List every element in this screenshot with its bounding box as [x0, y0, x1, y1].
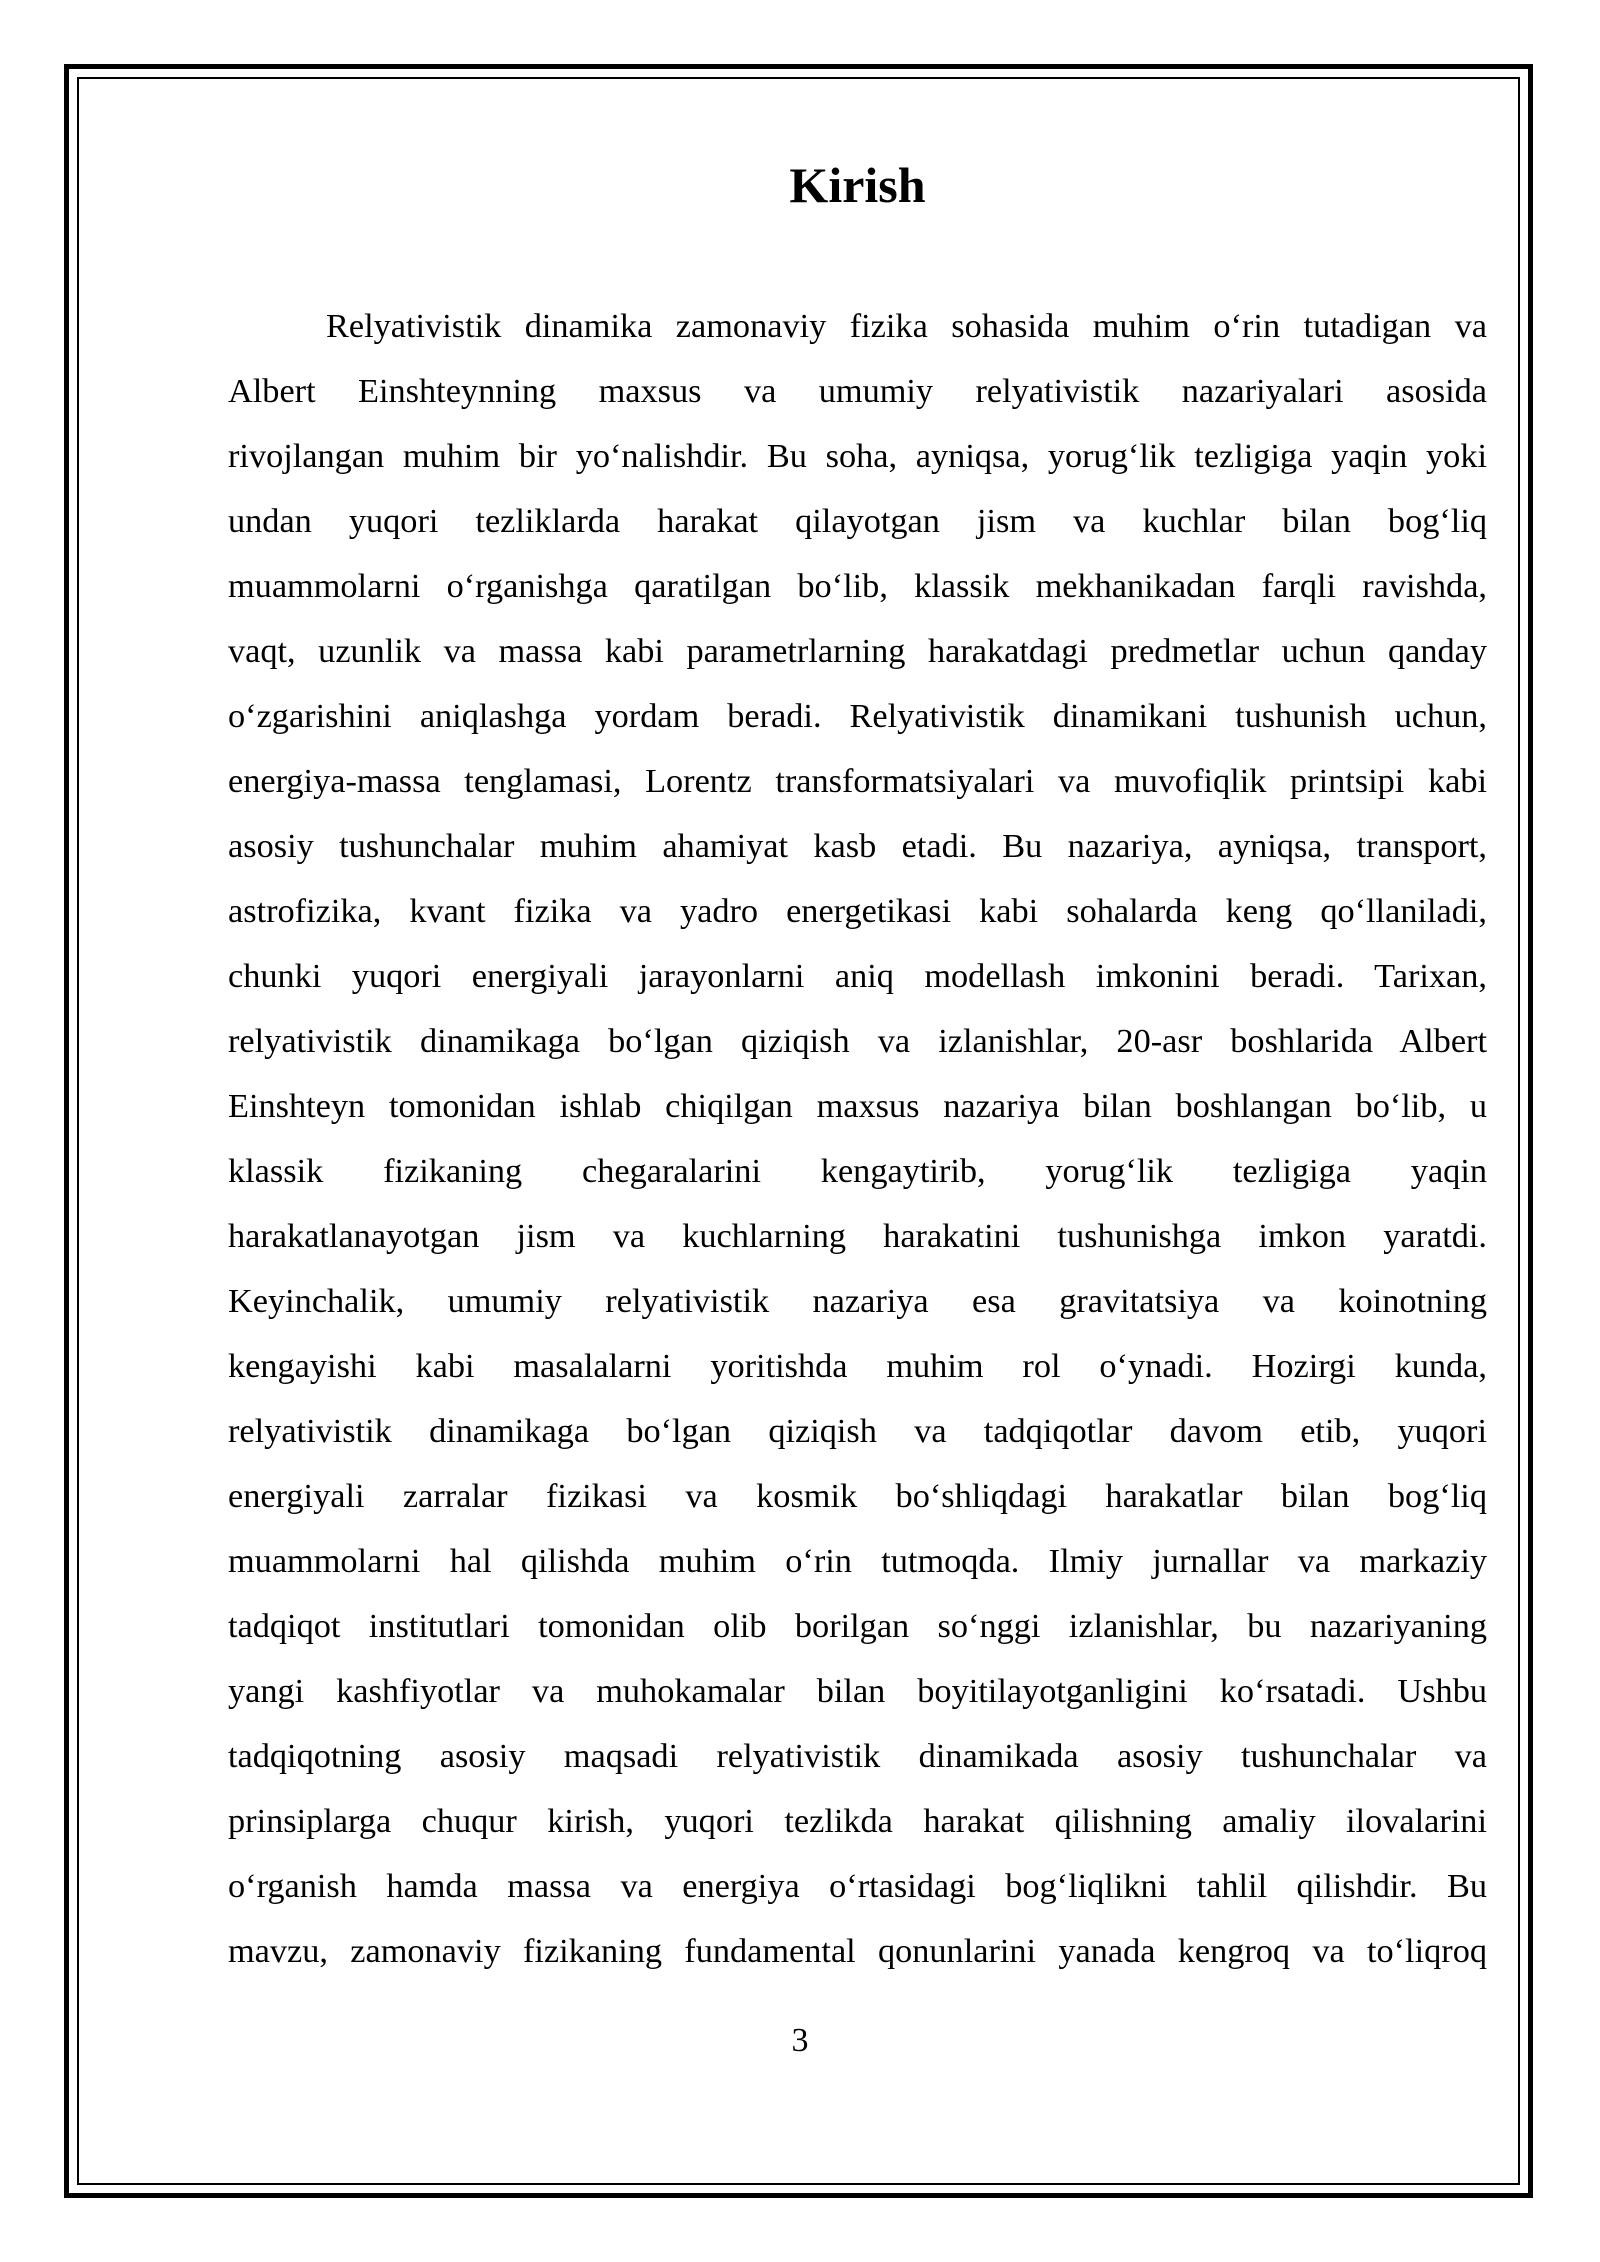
- paragraph-line: harakatlanayotgan jism va kuchlarning harakatini tushunishga imkon yaratdi.: [228, 1217, 1487, 1255]
- paragraph-line: chunki yuqori energiyali jarayonlarni aniq modellash imkonini beradi. Tarixan,: [228, 957, 1487, 995]
- paragraph-line: vaqt, uzunlik va massa kabi parametrlarning harakatdagi predmetlar uchun qanday: [228, 632, 1487, 670]
- paragraph-line: o‘rganish hamda massa va energiya o‘rtasidagi bog‘liqlikni tahlil qilishdir. Bu: [228, 1867, 1487, 1905]
- paragraph-line: klassik fizikaning chegaralarini kengaytirib, yorug‘lik tezligiga yaqin: [228, 1152, 1487, 1190]
- paragraph-line: muammolarni o‘rganishga qaratilgan bo‘lib, klassik mekhanikadan farqli ravishda,: [228, 567, 1487, 605]
- page-number: 3: [791, 2022, 809, 2059]
- paragraph-line: relyativistik dinamikaga bo‘lgan qiziqish va tadqiqotlar davom etib, yuqori: [228, 1412, 1487, 1450]
- paragraph-line: asosiy tushunchalar muhim ahamiyat kasb etadi. Bu nazariya, ayniqsa, transport,: [228, 827, 1487, 865]
- paragraph-line: mavzu, zamonaviy fizikaning fundamental qonunlarini yanada kengroq va to‘liqroq: [228, 1932, 1487, 1970]
- paragraph-line: energiya-massa tenglamasi, Lorentz transformatsiyalari va muvofiqlik printsipi kabi: [228, 762, 1487, 800]
- paragraph-line: Albert Einshteynning maxsus va umumiy relyativistik nazariyalari asosida: [228, 372, 1487, 410]
- paragraph-line: energiyali zarralar fizikasi va kosmik bo‘shliqdagi harakatlar bilan bog‘liq: [228, 1477, 1487, 1515]
- page-content: [228, 150, 1487, 1984]
- paragraph-line: tadqiqotning asosiy maqsadi relyativistik dinamikada asosiy tushunchalar va: [228, 1737, 1487, 1775]
- paragraph-line: prinsiplarga chuqur kirish, yuqori tezlikda harakat qilishning amaliy ilovalarini: [228, 1802, 1487, 1840]
- paragraph-line: tadqiqot institutlari tomonidan olib borilgan so‘nggi izlanishlar, bu nazariyaning: [228, 1607, 1487, 1645]
- page-title: Kirish: [789, 157, 926, 213]
- paragraph-line: yangi kashfiyotlar va muhokamalar bilan boyitilayotganligini ko‘rsatadi. Ushbu: [228, 1672, 1487, 1710]
- body-paragraph: [228, 294, 1487, 1984]
- paragraph-line: astrofizika, kvant fizika va yadro energetikasi kabi sohalarda keng qo‘llaniladi,: [228, 892, 1487, 930]
- paragraph-line: muammolarni hal qilishda muhim o‘rin tutmoqda. Ilmiy jurnallar va markaziy: [228, 1542, 1487, 1580]
- paragraph-line: undan yuqori tezliklarda harakat qilayotgan jism va kuchlar bilan bog‘liq: [228, 502, 1487, 540]
- paragraph-line: Einshteyn tomonidan ishlab chiqilgan maxsus nazariya bilan boshlangan bo‘lib, u: [228, 1087, 1487, 1125]
- paragraph-line: o‘zgarishini aniqlashga yordam beradi. Relyativistik dinamikani tushunish uchun,: [228, 697, 1487, 735]
- paragraph-line: Relyativistik dinamika zamonaviy fizika sohasida muhim o‘rin tutadigan va: [326, 307, 1487, 345]
- paragraph-line: Keyinchalik, umumiy relyativistik nazariya esa gravitatsiya va koinotning: [228, 1282, 1487, 1320]
- paragraph-line: kengayishi kabi masalalarni yoritishda muhim rol o‘ynadi. Hozirgi kunda,: [228, 1347, 1487, 1385]
- paragraph-line: relyativistik dinamikaga bo‘lgan qiziqish va izlanishlar, 20-asr boshlarida Albert: [228, 1022, 1487, 1060]
- paragraph-line: rivojlangan muhim bir yo‘nalishdir. Bu soha, ayniqsa, yorug‘lik tezligiga yaqin yoki: [228, 437, 1487, 475]
